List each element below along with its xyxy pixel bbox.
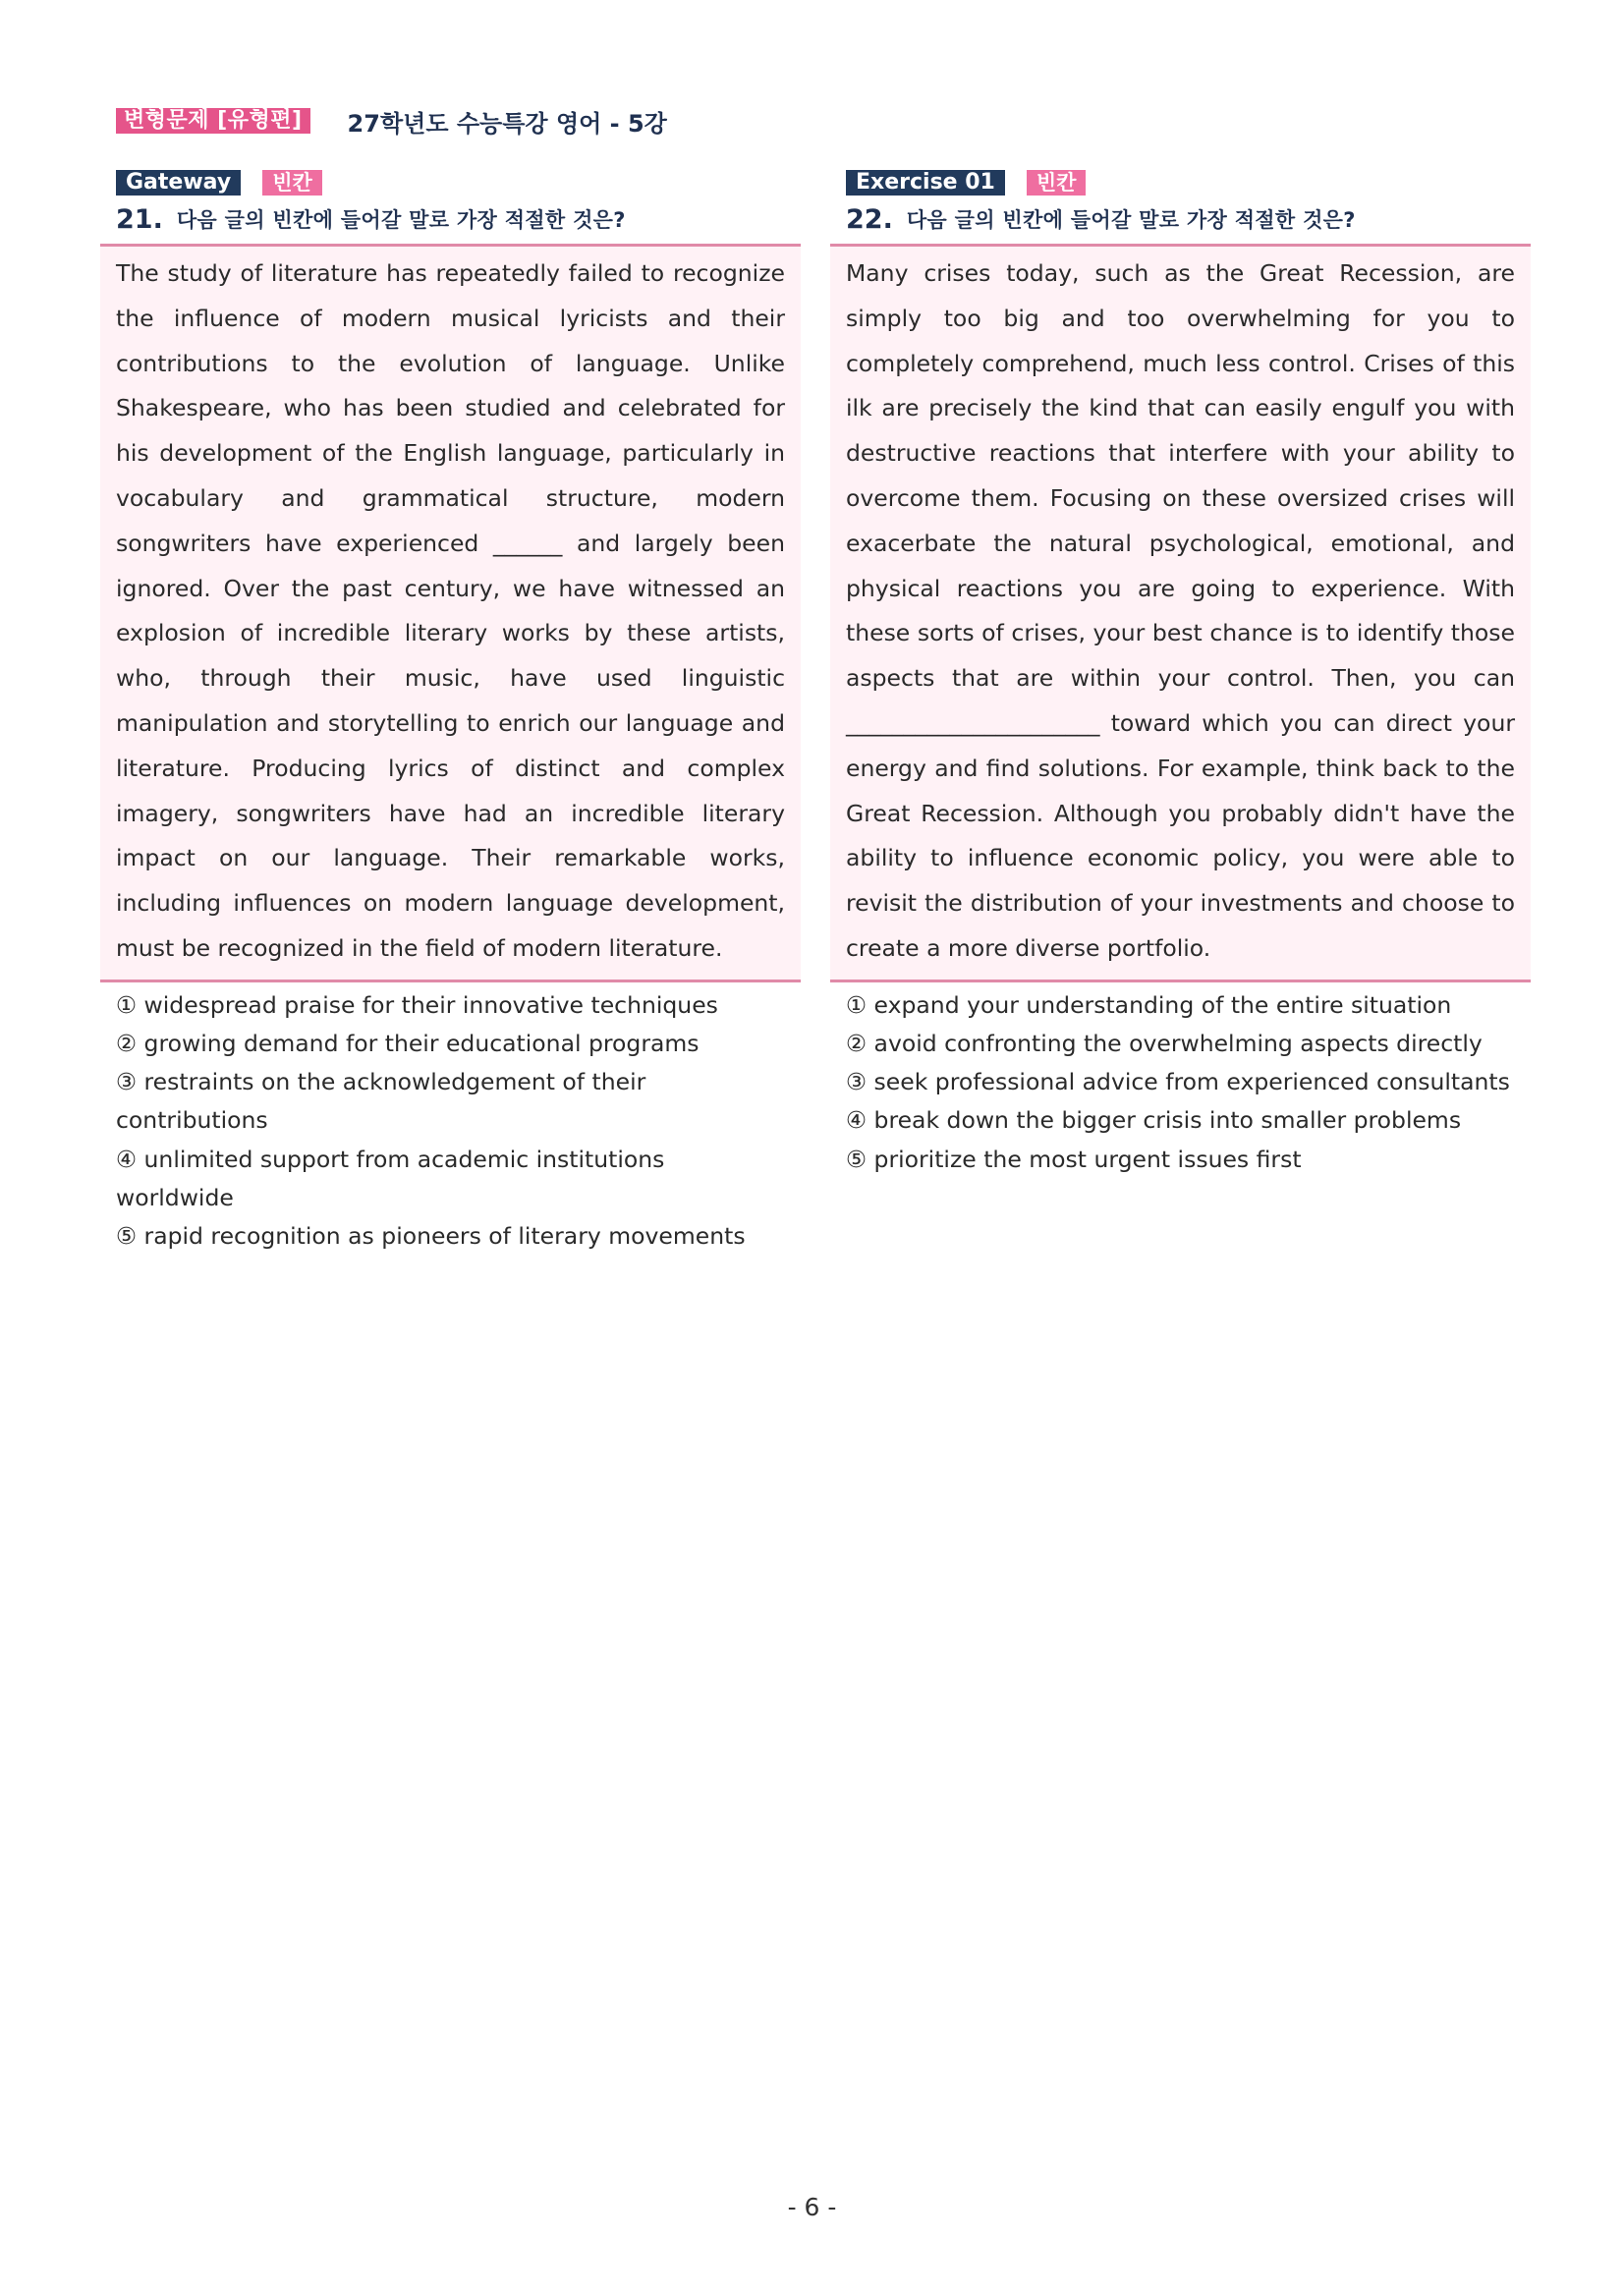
question-22-number: 22.: [846, 203, 893, 235]
question-22-option-2[interactable]: ② avoid confronting the overwhelming aspects directly: [846, 1029, 1483, 1057]
page-number: - 6 -: [787, 2193, 837, 2221]
question-22-prompt: 다음 글의 빈칸에 들어갈 말로 가장 적절한 것은?: [906, 208, 1356, 232]
question-22-option-4[interactable]: ④ break down the bigger crisis into smaller problems: [846, 1106, 1462, 1135]
header-category-tag: 변형문제 [유형편]: [116, 108, 310, 134]
question-21-passage: The study of literature has repeatedly failed to recognize the influence of modern musical lyricists and their contributions to the evolution of language. Unlike Shakespeare, who has been studied and celebrated for his development of the English language, particularly in vocabulary and grammatical structure, modern songwriters have experienced ______ and largely been ignored. Over the past century, we have witnessed an explosion of incredible literary works by these artists, who, through their music, have used linguistic manipulation and storytelling to enrich our language and literature. Producing lyrics of distinct and complex imagery, songwriters have had an incredible literary impact on our language. Their remarkable works, including influences on modern language development, must be recognized in the field of modern literature.: [116, 259, 785, 962]
question-21-type: 빈칸: [262, 170, 322, 196]
question-21-number: 21.: [116, 203, 163, 235]
question-21-tags: [100, 169, 801, 196]
question-22-passage-box: [830, 244, 1531, 982]
question-21-option-5[interactable]: ⑤ rapid recognition as pioneers of literary movements: [116, 1221, 746, 1250]
question-22-option-3[interactable]: ③ seek professional advice from experienced consultants: [846, 1068, 1510, 1096]
question-21-prompt: 다음 글의 빈칸에 들어갈 말로 가장 적절한 것은?: [176, 208, 626, 232]
question-21-heading: [100, 198, 801, 240]
question-22-options: [830, 982, 1531, 1179]
header-title: 27학년도 수능특강 영어 - 5강: [347, 109, 667, 138]
question-22-passage: Many crises today, such as the Great Recession, are simply too big and too overwhelming for you to completely comprehend, much less control. Crises of this ilk are precisely the kind that can easily engulf you with destructive reactions that interfere with your ability to overcome them. Focusing on these oversized crises will exacerbate the natural psychological, emotional, and physical reactions you are going to experience. With these sorts of crises, your best chance is to identify those aspects that are within your control. Then, you can ______________________ toward which you can direct your energy and find solutions. For example, think back to the Great Recession. Although you probably didn't have the ability to influence economic policy, you were able to revisit the distribution of your investments and choose to create a more diverse portfolio.: [846, 259, 1515, 962]
question-21-column: [100, 169, 801, 1256]
question-21-option-2[interactable]: ② growing demand for their educational programs: [116, 1029, 700, 1057]
question-21-option-4[interactable]: ④ unlimited support from academic institutions worldwide: [116, 1145, 665, 1211]
question-21-options: [100, 982, 801, 1256]
question-21-label: Gateway: [116, 170, 241, 196]
question-21-passage-box: [100, 244, 801, 982]
question-21-option-3[interactable]: ③ restraints on the acknowledgement of their contributions: [116, 1068, 646, 1135]
question-22-heading: [830, 198, 1531, 240]
question-22-type: 빈칸: [1027, 170, 1087, 196]
question-22-option-5[interactable]: ⑤ prioritize the most urgent issues first: [846, 1145, 1302, 1173]
question-22-tags: [830, 169, 1531, 196]
question-22-column: [830, 169, 1531, 1179]
question-22-label: Exercise 01: [846, 170, 1005, 196]
page-header: [116, 106, 667, 136]
question-21-option-1[interactable]: ① widespread praise for their innovative techniques: [116, 990, 718, 1019]
question-22-option-1[interactable]: ① expand your understanding of the entire situation: [846, 990, 1452, 1019]
